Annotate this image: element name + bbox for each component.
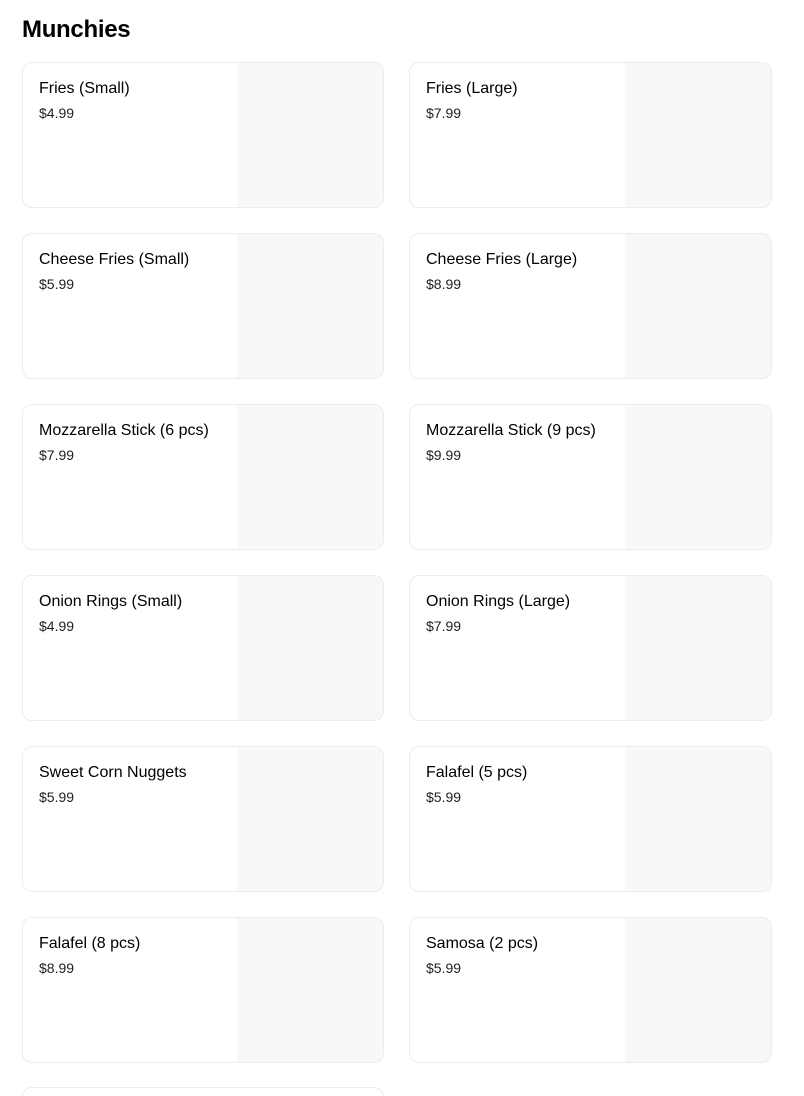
menu-item-image (237, 234, 383, 378)
menu-item-image (625, 63, 771, 207)
menu-item-image (625, 576, 771, 720)
menu-item-name: Fries (Small) (39, 80, 130, 97)
menu-item-price: $7.99 (426, 105, 462, 121)
menu-item-card[interactable] (22, 404, 384, 550)
menu-item-price: $7.99 (39, 447, 75, 463)
menu-item-card[interactable] (409, 233, 772, 379)
menu-item-price: $5.99 (39, 789, 75, 805)
menu-item-image (625, 747, 771, 891)
menu-item-info (426, 934, 621, 977)
menu-item-name: Sweet Corn Nuggets (39, 764, 187, 781)
menu-item-card[interactable] (22, 575, 384, 721)
menu-item-info (39, 421, 233, 464)
menu-item-image (237, 405, 383, 549)
menu-item-name: Onion Rings (Small) (39, 593, 183, 610)
menu-item-name: Cheese Fries (Small) (39, 251, 190, 268)
menu-item-info (39, 250, 233, 293)
menu-item-card[interactable] (409, 917, 772, 1063)
menu-item-name: Mozzarella Stick (9 pcs) (426, 422, 596, 439)
menu-item-info (39, 592, 233, 635)
menu-item-price: $7.99 (426, 618, 462, 634)
menu-item-info (426, 421, 621, 464)
menu-item-price: $5.99 (426, 960, 462, 976)
menu-item-price: $8.99 (426, 276, 462, 292)
menu-item-price: $8.99 (39, 960, 75, 976)
menu-item-name: Falafel (8 pcs) (39, 935, 141, 952)
menu-item-info (39, 79, 233, 122)
menu-item-card[interactable] (22, 233, 384, 379)
menu-item-card[interactable] (22, 917, 384, 1063)
menu-item-card[interactable] (409, 746, 772, 892)
menu-item-card[interactable] (22, 62, 384, 208)
menu-item-image (625, 405, 771, 549)
menu-item-name: Onion Rings (Large) (426, 593, 571, 610)
menu-items-grid (22, 62, 772, 1063)
menu-item-card[interactable] (22, 746, 384, 892)
menu-item-card-partial[interactable] (22, 1087, 384, 1096)
menu-item-name: Falafel (5 pcs) (426, 764, 528, 781)
menu-item-image (237, 918, 383, 1062)
menu-item-card[interactable] (409, 404, 772, 550)
menu-item-info (39, 934, 233, 977)
menu-item-info (426, 763, 621, 806)
menu-item-image (625, 234, 771, 378)
menu-item-name: Mozzarella Stick (6 pcs) (39, 422, 209, 439)
menu-item-image (237, 747, 383, 891)
menu-item-card[interactable] (409, 575, 772, 721)
menu-item-image (237, 576, 383, 720)
menu-item-name: Cheese Fries (Large) (426, 251, 578, 268)
menu-item-price: $9.99 (426, 447, 462, 463)
menu-item-price: $4.99 (39, 105, 75, 121)
menu-item-image (237, 63, 383, 207)
menu-item-price: $4.99 (39, 618, 75, 634)
menu-item-info (426, 250, 621, 293)
menu-item-info (39, 763, 233, 806)
menu-item-info (426, 592, 621, 635)
menu-item-info (426, 79, 621, 122)
section-title: Munchies (22, 16, 131, 43)
menu-item-price: $5.99 (426, 789, 462, 805)
menu-item-name: Samosa (2 pcs) (426, 935, 539, 952)
menu-item-image (625, 918, 771, 1062)
menu-item-name: Fries (Large) (426, 80, 518, 97)
menu-item-price: $5.99 (39, 276, 75, 292)
menu-item-card[interactable] (409, 62, 772, 208)
